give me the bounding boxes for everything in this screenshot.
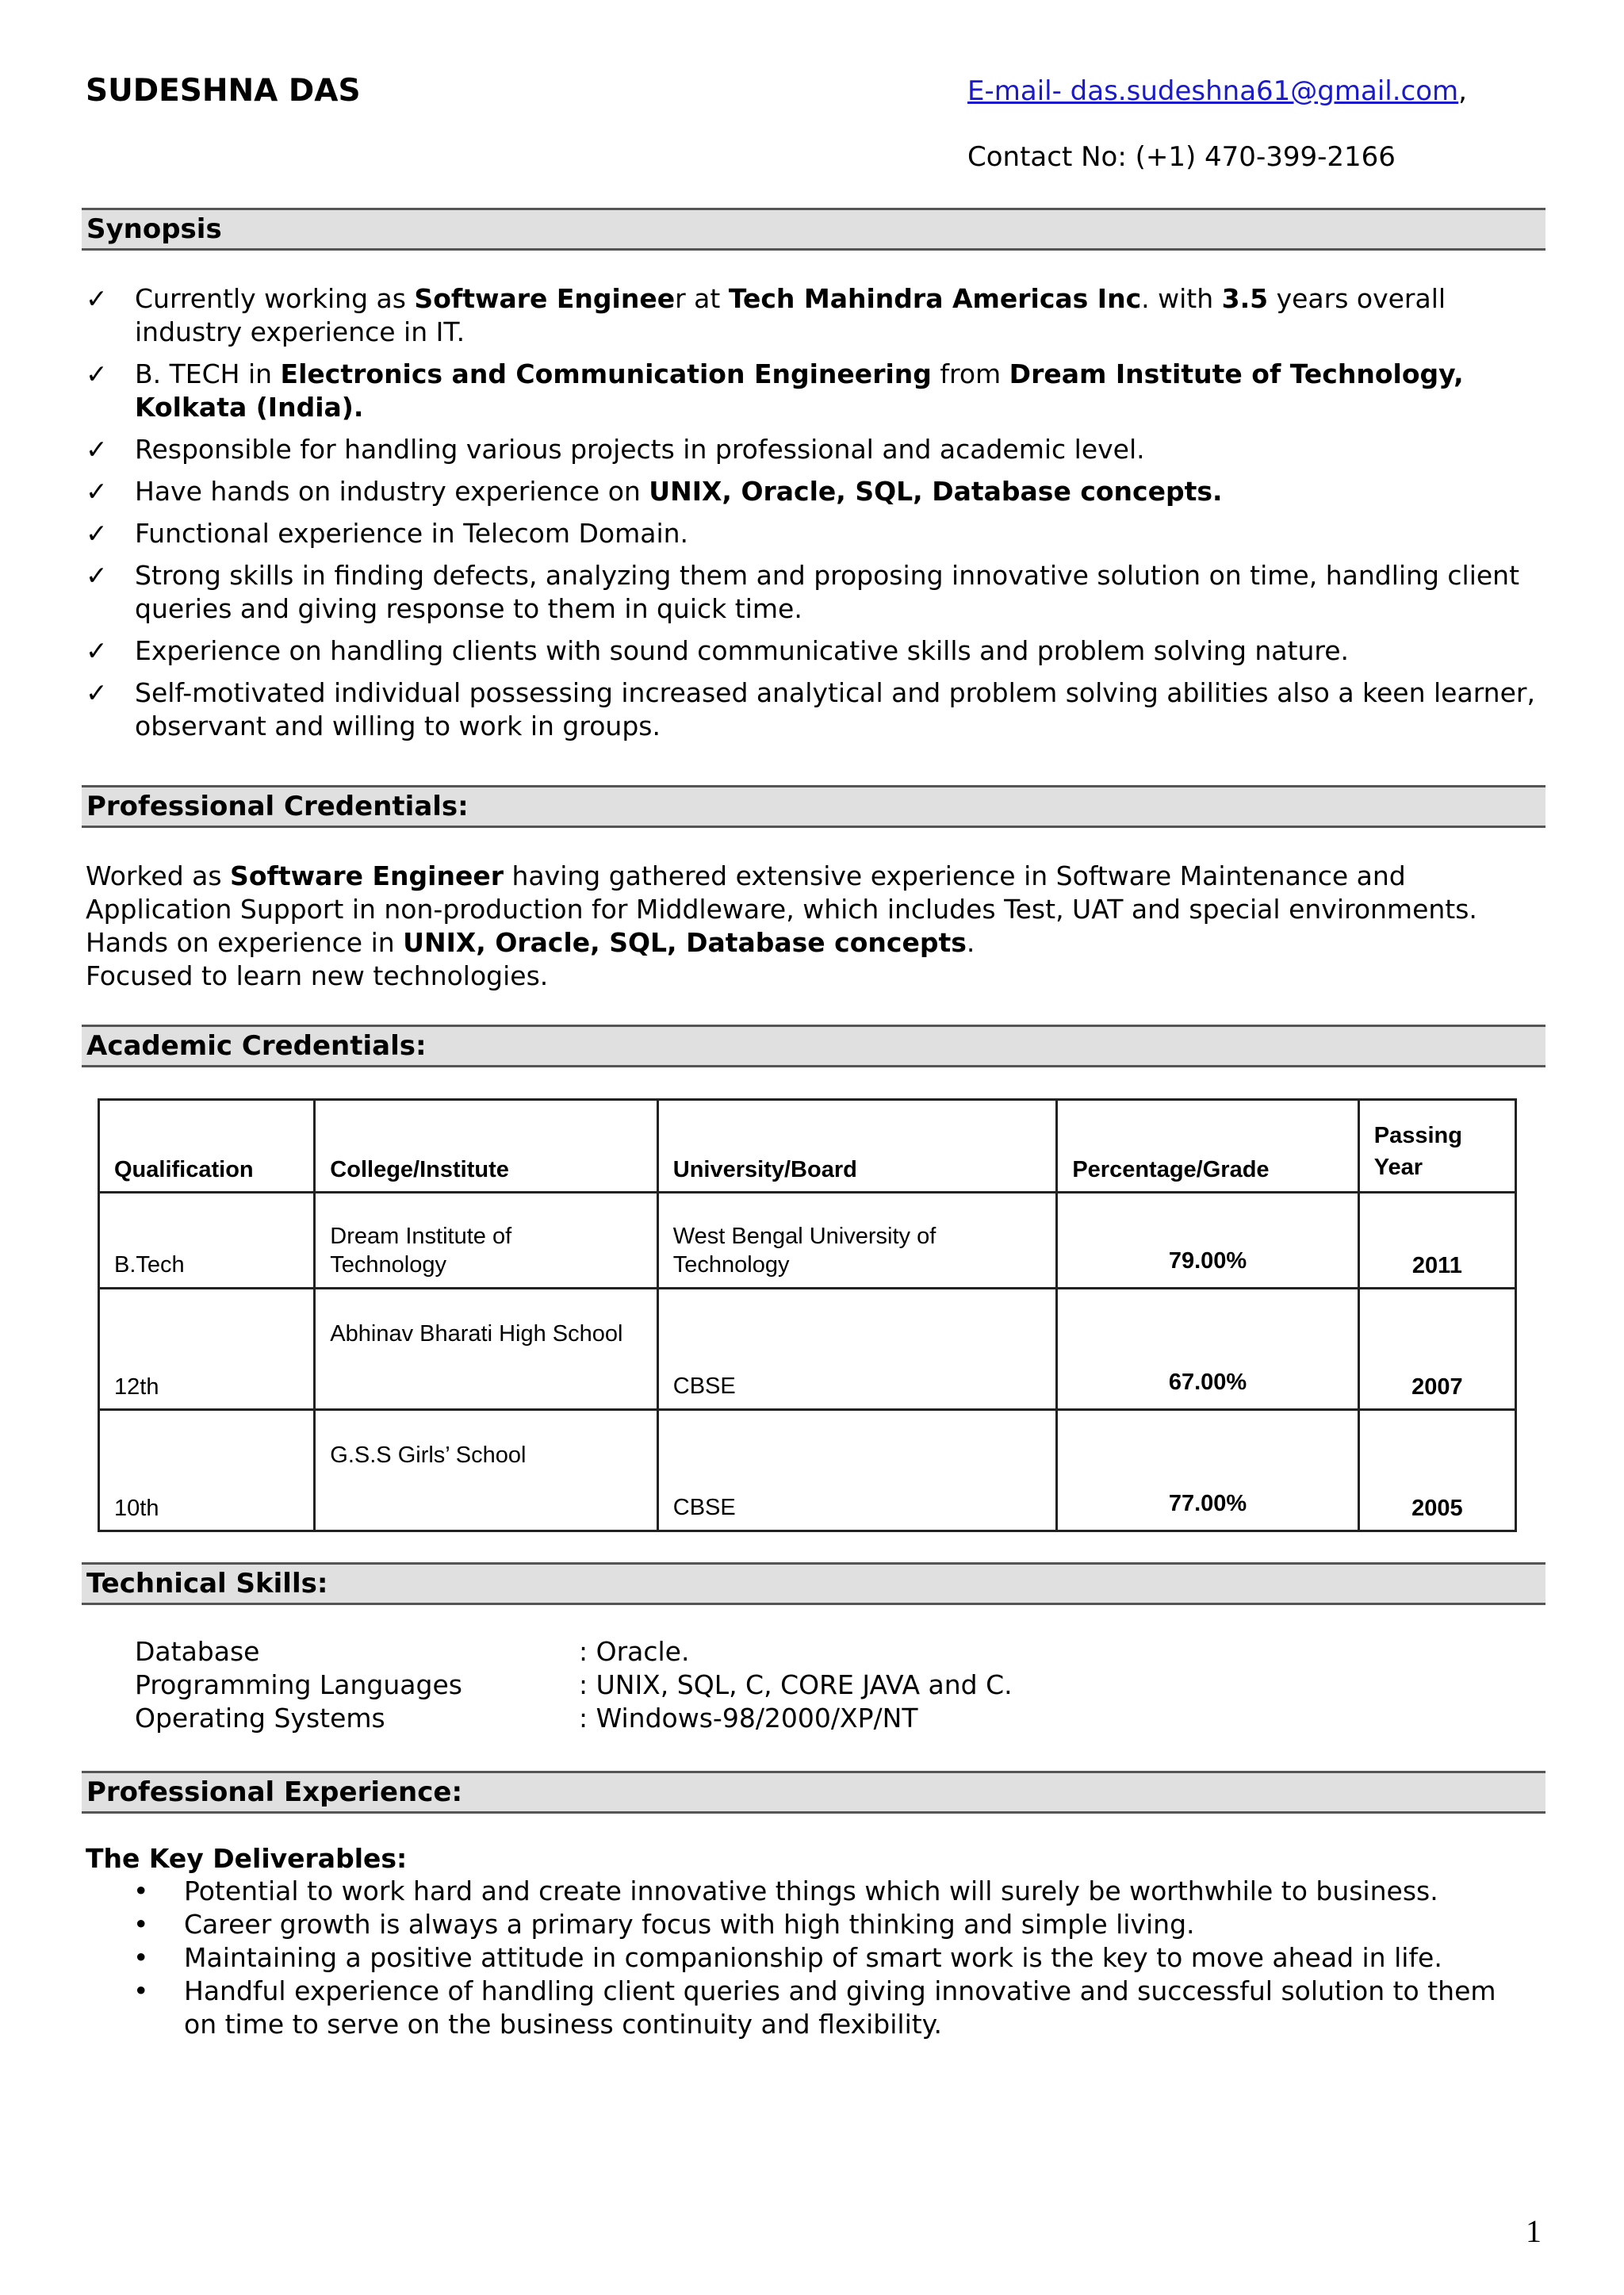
list-item <box>86 1975 1513 2041</box>
checkmark-icon: ✓ <box>86 434 108 465</box>
list-item <box>86 358 1545 424</box>
skill-key: Programming Languages <box>135 1669 462 1700</box>
bold-text: Electronics and Communication Engineering <box>280 358 932 389</box>
skill-value: : UNIX, SQL, C, CORE JAVA and C. <box>579 1669 1013 1700</box>
cell-board: West Bengal University of Technology <box>657 1193 1057 1289</box>
bold-text: Tech Mahindra Americas Inc <box>728 283 1142 314</box>
list-item <box>86 475 1545 508</box>
bold-text: Software Enginee <box>414 283 676 314</box>
cell-percentage: 67.00% <box>1057 1289 1358 1410</box>
professional-credentials-text <box>86 860 1529 993</box>
list-item <box>86 517 1545 550</box>
list-item <box>86 1941 1513 1975</box>
cell-college: Abhinav Bharati High School <box>315 1289 657 1410</box>
section-header-synopsis: Synopsis <box>82 208 1545 251</box>
table-row <box>99 1289 1516 1410</box>
synopsis-list <box>86 282 1545 752</box>
bullet-icon: • <box>133 1975 149 2006</box>
credentials-paragraph: Worked as Software Engineer having gathered extensive experience in Software Maintenance and Application Support in non-production for Middleware, which includes Test, UAT and special environments. Hands on experience in UNIX, Oracle, SQL, Database concepts. <box>86 860 1477 958</box>
list-item-text: Strong skills in finding defects, analyzing them and proposing innovative solution on time, handling client queries and giving response to them in quick time. <box>135 560 1520 624</box>
contact-number: Contact No: (+1) 470-399-2166 <box>967 141 1396 173</box>
skill-row <box>135 1635 1013 1669</box>
skill-key: Operating Systems <box>135 1703 385 1734</box>
candidate-name: SUDESHNA DAS <box>86 73 361 109</box>
email-trailing-comma: , <box>1458 75 1467 107</box>
cell-board: CBSE <box>657 1410 1057 1531</box>
checkmark-icon: ✓ <box>86 283 108 314</box>
skill-value: : Windows-98/2000/XP/NT <box>579 1703 918 1734</box>
email-link[interactable]: E-mail- das.sudeshna61@gmail.com <box>967 75 1459 107</box>
list-item-text: B. TECH in Electronics and Communication Engineering from Dream Institute of Technology, Kolkata (India). <box>135 358 1464 423</box>
cell-qualification: 10th <box>99 1410 315 1531</box>
cell-year: 2011 <box>1358 1193 1515 1289</box>
list-item-text: Functional experience in Telecom Domain. <box>135 518 689 549</box>
list-item <box>86 282 1545 349</box>
header-board: University/Board <box>657 1100 1057 1193</box>
list-item <box>86 634 1545 668</box>
credentials-closing: Focused to learn new technologies. <box>86 960 549 991</box>
skill-key: Database <box>135 1636 260 1667</box>
cell-percentage: 77.00% <box>1057 1410 1358 1531</box>
email-line <box>967 75 1467 107</box>
skill-row <box>135 1669 1013 1702</box>
academic-header-row <box>99 1100 1516 1193</box>
checkmark-icon: ✓ <box>86 560 108 591</box>
checkmark-icon: ✓ <box>86 635 108 666</box>
list-item-text: Currently working as Software Engineer at Tech Mahindra Americas Inc. with 3.5 years overall industry experience in IT. <box>135 283 1446 347</box>
technical-skills-list <box>135 1635 1013 1735</box>
list-item-text: Have hands on industry experience on UNIX, Oracle, SQL, Database concepts. <box>135 476 1223 507</box>
bullet-icon: • <box>133 1875 149 1906</box>
skill-row <box>135 1702 1013 1735</box>
bold-text: UNIX, Oracle, SQL, Database concepts. <box>649 476 1223 507</box>
section-header-professional-credentials: Professional Credentials: <box>82 785 1545 828</box>
checkmark-icon: ✓ <box>86 476 108 507</box>
table-row <box>99 1193 1516 1289</box>
cell-qualification: 12th <box>99 1289 315 1410</box>
key-deliverables-list <box>86 1875 1513 2041</box>
list-item-text: Maintaining a positive attitude in companionship of smart work is the key to move ahead in life. <box>184 1942 1442 1973</box>
skill-value: : Oracle. <box>579 1636 690 1667</box>
bullet-icon: • <box>133 1909 149 1940</box>
header-passing-year: Passing Year <box>1358 1100 1515 1193</box>
bold-text: Software Engineer <box>230 860 504 891</box>
list-item-text: Responsible for handling various projects in professional and academic level. <box>135 434 1145 465</box>
list-item <box>86 433 1545 466</box>
section-header-academic-credentials: Academic Credentials: <box>82 1025 1545 1067</box>
list-item-text: Potential to work hard and create innovative things which will surely be worthwhile to business. <box>184 1875 1438 1906</box>
header-college: College/Institute <box>315 1100 657 1193</box>
list-item <box>86 1875 1513 1908</box>
header-qualification: Qualification <box>99 1100 315 1193</box>
list-item <box>86 1908 1513 1941</box>
cell-percentage: 79.00% <box>1057 1193 1358 1289</box>
bold-text: 3.5 <box>1221 283 1269 314</box>
section-header-technical-skills: Technical Skills: <box>82 1562 1545 1605</box>
bold-text: UNIX, Oracle, SQL, Database concepts <box>403 927 967 958</box>
checkmark-icon: ✓ <box>86 518 108 549</box>
table-row <box>99 1410 1516 1531</box>
list-item-text: Self-motivated individual possessing increased analytical and problem solving abilities also a keen learner, observant and willing to work in groups. <box>135 677 1535 741</box>
bold-text: Dream Institute of Technology, Kolkata (India). <box>135 358 1464 423</box>
list-item-text: Experience on handling clients with sound communicative skills and problem solving nature. <box>135 635 1350 666</box>
checkmark-icon: ✓ <box>86 677 108 708</box>
cell-year: 2007 <box>1358 1289 1515 1410</box>
list-item-text: Handful experience of handling client queries and giving innovative and successful solution to them on time to serve on the business continuity and flexibility. <box>184 1975 1496 2040</box>
section-header-professional-experience: Professional Experience: <box>82 1771 1545 1814</box>
cell-qualification: B.Tech <box>99 1193 315 1289</box>
key-deliverables-title: The Key Deliverables: <box>86 1843 408 1874</box>
cell-college: Dream Institute of Technology <box>315 1193 657 1289</box>
checkmark-icon: ✓ <box>86 358 108 389</box>
header-percentage: Percentage/Grade <box>1057 1100 1358 1193</box>
list-item <box>86 676 1545 743</box>
list-item <box>86 559 1545 626</box>
page-number: 1 <box>1526 2213 1542 2249</box>
cell-board: CBSE <box>657 1289 1057 1410</box>
cell-year: 2005 <box>1358 1410 1515 1531</box>
academic-table <box>98 1098 1517 1532</box>
list-item-text: Career growth is always a primary focus with high thinking and simple living. <box>184 1909 1195 1940</box>
cell-college: G.S.S Girls’ School <box>315 1410 657 1531</box>
bullet-icon: • <box>133 1942 149 1973</box>
